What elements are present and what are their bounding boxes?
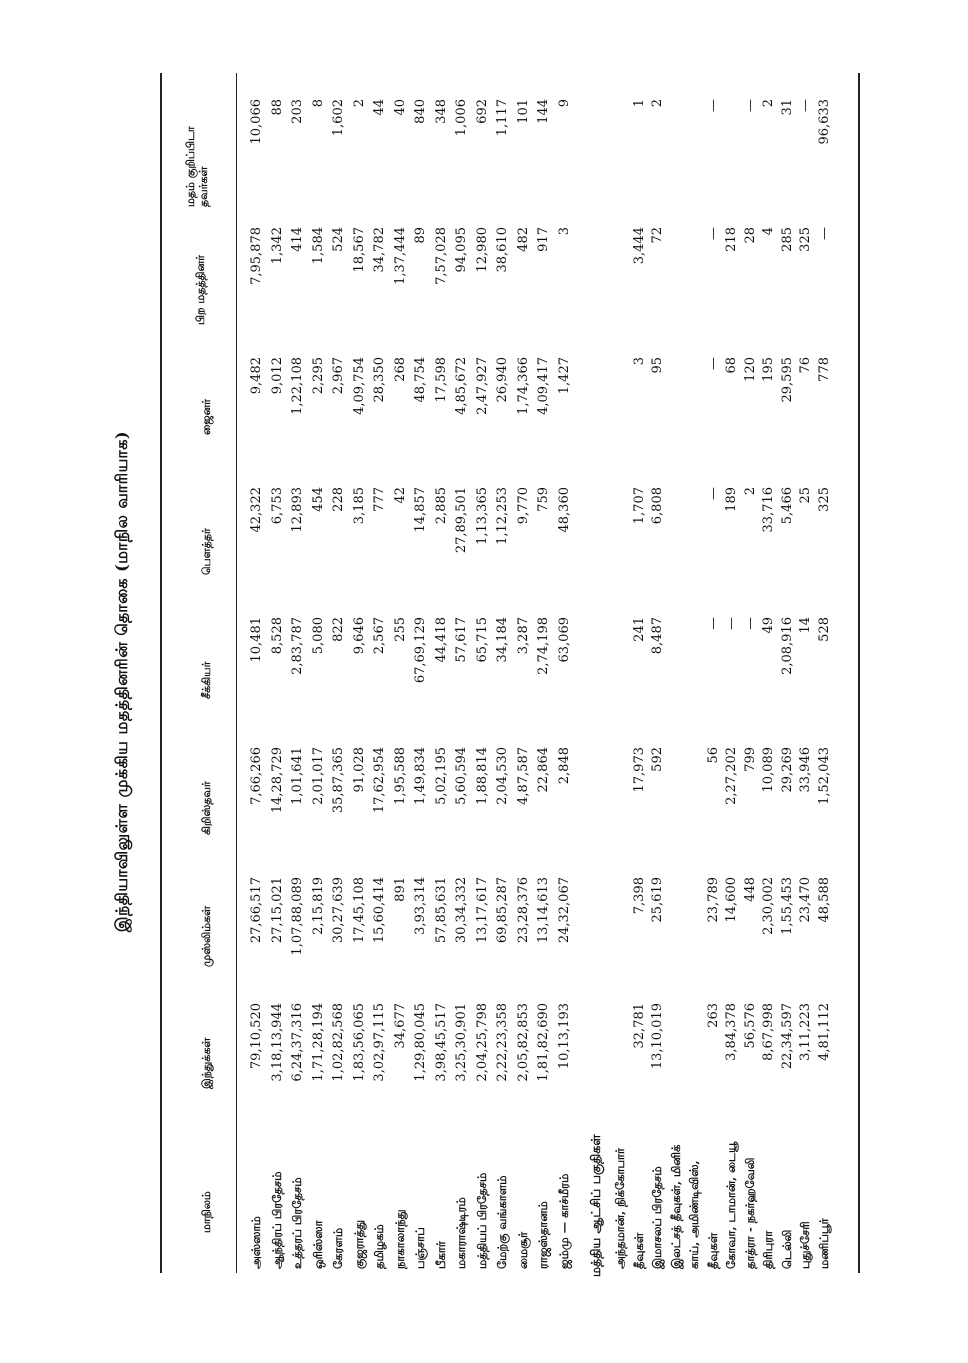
cell-sikhs: 2,83,787 [290,617,305,675]
cell-christians: 33,946 [798,747,813,793]
cell-buddhists: 5,466 [779,487,795,525]
state-row [310,0,327,1363]
cell-sikhs: 8,487 [650,617,665,655]
cell-others: — [705,227,721,240]
row-name: ராஜஸ்தானம் [536,1201,550,1269]
row-name: ஆந்திரப் பிரதேசம் [269,1171,284,1269]
cell-others: 482 [515,227,531,252]
cell-christians: 2,01,017 [310,747,326,805]
row-name: கோவா, டாமான், டையூ [724,1141,738,1269]
cell-jains: 4,09,417 [536,357,551,415]
cell-buddhists: 454 [310,487,326,512]
cell-unstated: 2 [761,99,776,108]
cell-unstated: 1,602 [331,99,346,137]
cell-hindus: 13,10,019 [650,1003,665,1070]
cell-christians: 7,66,266 [249,747,264,805]
cell-muslims: 27,15,021 [269,877,285,944]
cell-hindus: 1,71,28,194 [310,1003,326,1082]
cell-buddhists: 1,13,365 [474,487,490,545]
cell-muslims: 23,789 [705,877,721,923]
cell-jains: 120 [742,357,758,382]
cell-jains: — [705,357,721,370]
cell-unstated: 2 [650,99,665,108]
cell-hindus: 1,81,82,690 [536,1003,551,1082]
cell-sikhs: — [724,617,739,630]
cell-sikhs: 44,418 [433,617,449,663]
cell-sikhs: 10,481 [249,617,264,663]
cell-hindus: 56,576 [742,1003,758,1049]
row-name: திரிபுரா [761,1230,775,1269]
cell-sikhs: 2,74,198 [536,617,551,675]
cell-buddhists: 325 [816,487,832,512]
cell-christians: 14,28,729 [269,747,285,814]
cell-unstated: 40 [392,99,408,116]
row-name: மணிப்பூர் [816,1218,831,1269]
row-name: தீவுகள் [631,1232,646,1269]
cell-buddhists: 33,716 [761,487,776,533]
cell-unstated: 88 [269,99,285,116]
cell-others: 3 [556,227,572,236]
cell-hindus: 1,29,80,045 [413,1003,428,1082]
cell-christians: 1,88,814 [474,747,490,805]
cell-unstated: 8 [310,99,326,108]
cell-christians: 17,62,954 [372,747,387,814]
state-row [474,0,491,1363]
cell-unstated: 348 [433,99,449,124]
cell-others: 524 [331,227,346,252]
table-top-rule [160,73,162,1273]
territory-row [649,0,666,1363]
cell-unstated: 101 [515,99,531,124]
cell-buddhists: 2,885 [433,487,449,525]
page-title: இந்தியாவிலுள்ள முக்கிய மதத்தினரின் தொகை (மாநில வாரியாக) [112,430,131,933]
cell-hindus: 3,02,97,115 [372,1003,387,1082]
cell-others: 285 [779,227,795,252]
cell-unstated: 44 [372,99,387,116]
cell-jains: 17,598 [433,357,449,403]
cell-hindus: 3,18,13,944 [269,1003,285,1082]
row-name: பீகார் [433,1241,448,1269]
cell-buddhists: 14,857 [413,487,428,533]
cell-sikhs: 822 [331,617,346,642]
cell-muslims: 15,60,414 [372,877,387,944]
cell-muslims: 69,85,287 [495,877,510,944]
cell-unstated: 203 [290,99,305,124]
cell-jains: 95 [650,357,665,374]
cell-christians: 4,87,587 [515,747,531,805]
cell-christians: 29,269 [779,747,795,793]
header-muslims: முஸ்லிம்கள் [200,905,213,967]
cell-jains: 2,47,927 [474,357,490,415]
table-bottom-rule [858,73,860,1273]
cell-buddhists: 189 [724,487,739,512]
cell-muslims: 14,600 [724,877,739,923]
cell-unstated: 2 [351,99,367,108]
cell-buddhists: 777 [372,487,387,512]
territory-row [742,0,759,1363]
cell-others: 72 [650,227,665,244]
cell-sikhs: 63,069 [556,617,572,663]
cell-sikhs: 2,08,916 [779,617,795,675]
territory-row [612,0,629,1363]
cell-buddhists: 759 [536,487,551,512]
cell-buddhists: 6,808 [650,487,665,525]
row-name: அஸ்ஸாம் [249,1216,263,1269]
cell-muslims: 3,93,314 [413,877,428,935]
cell-sikhs: — [705,617,721,630]
cell-others: 34,782 [372,227,387,273]
territory-row [668,0,685,1363]
cell-hindus: 2,05,82,853 [515,1003,531,1082]
cell-hindus: 79,10,520 [249,1003,264,1070]
section-title: மத்திய ஆட்சிப் பகுதிகள் [588,1134,603,1277]
cell-muslims: 1,07,88,089 [290,877,305,956]
state-row [556,0,573,1363]
cell-unstated: 9 [556,99,572,108]
territory-row [686,0,703,1363]
cell-muslims: 2,15,819 [310,877,326,935]
cell-muslims: 24,32,067 [556,877,572,944]
cell-hindus: 3,25,30,901 [454,1003,469,1082]
cell-sikhs: 65,715 [474,617,490,663]
cell-buddhists: 3,185 [351,487,367,525]
row-name: மகாராஷ்டிரம் [454,1197,468,1269]
header-christians: கிறிஸ்தவர் [200,781,213,835]
row-name: ஜம்மு — காச்மீரம் [556,1173,571,1269]
cell-unstated: — [742,99,758,112]
cell-hindus: 4,81,112 [816,1003,832,1061]
territory-row [631,0,648,1363]
cell-christians: 2,848 [556,747,572,785]
row-name: மேற்கு வங்காளம் [495,1175,509,1269]
header-sikhs: சீக்கியர் [200,661,213,699]
territory-row [816,0,833,1363]
header-state: மாநிலம் [200,1191,213,1233]
cell-jains: 26,940 [495,357,510,403]
header-unstated: மதம் குறிப்பிடா தவர்கள் [184,126,210,207]
row-name: தாத்ரா - நகர்ஹவேலி [742,1157,757,1269]
cell-sikhs: — [742,617,758,630]
cell-others: — [816,227,832,240]
cell-unstated: 692 [474,99,490,124]
cell-unstated: 31 [779,99,795,116]
cell-unstated: — [705,99,721,112]
cell-jains: 2,295 [310,357,326,395]
cell-hindus: 22,34,597 [779,1003,795,1070]
cell-buddhists: 1,707 [631,487,647,525]
row-name: மத்தியப் பிரதேசம் [474,1172,489,1269]
cell-christians: 91,028 [351,747,367,793]
cell-christians: 1,95,588 [392,747,408,805]
cell-hindus: 1,02,82,568 [331,1003,346,1082]
cell-muslims: 23,28,376 [515,877,531,944]
header-rule [236,73,237,1273]
header-hindus: இந்துக்கள் [200,1037,213,1089]
cell-others: 7,57,028 [433,227,449,285]
cell-jains: 4,85,672 [454,357,469,415]
row-name: ஒரிஸ்ஸா [310,1220,325,1269]
cell-muslims: 30,34,332 [454,877,469,944]
cell-christians: 592 [650,747,665,772]
state-row [515,0,532,1363]
cell-sikhs: 57,617 [454,617,469,663]
cell-buddhists: 25 [798,487,813,504]
cell-sikhs: 255 [392,617,408,642]
state-row [371,0,388,1363]
cell-hindus: 1,83,56,065 [351,1003,367,1082]
cell-hindus: 3,84,378 [724,1003,739,1061]
cell-muslims: 30,27,639 [331,877,346,944]
cell-jains: 9,482 [249,357,264,395]
territory-row [705,0,722,1363]
cell-others: 1,37,444 [392,227,408,285]
row-name: தீவுகள் [705,1232,720,1269]
territory-row [760,0,777,1363]
cell-others: 414 [290,227,305,252]
cell-muslims: 57,85,631 [433,877,449,944]
cell-muslims: 48,588 [816,877,832,923]
cell-muslims: 2,30,002 [761,877,776,935]
cell-buddhists: 42,322 [249,487,264,533]
state-row [330,0,347,1363]
cell-muslims: 891 [392,877,408,902]
row-name: பஞ்சாப் [413,1227,427,1269]
cell-hindus: 3,11,223 [798,1003,813,1061]
cell-buddhists: — [705,487,721,500]
cell-muslims: 25,619 [650,877,665,923]
cell-jains: 28,350 [372,357,387,403]
cell-buddhists: 42 [392,487,408,504]
state-row [453,0,470,1363]
cell-buddhists: 1,12,253 [495,487,510,545]
cell-jains: 1,427 [556,357,572,395]
cell-others: 218 [724,227,739,252]
cell-christians: 1,01,641 [290,747,305,805]
cell-unstated: 10,066 [249,99,264,145]
cell-unstated: 1,006 [454,99,469,137]
cell-sikhs: 528 [816,617,832,642]
cell-unstated: 144 [536,99,551,124]
cell-unstated: 840 [413,99,428,124]
cell-jains: 778 [816,357,832,382]
cell-others: 12,980 [474,227,490,273]
cell-jains: 195 [761,357,776,382]
cell-christians: 56 [705,747,721,764]
cell-muslims: 7,398 [631,877,647,915]
cell-hindus: 34,677 [392,1003,408,1049]
row-name: கேரளம் [331,1227,345,1269]
cell-muslims: 17,45,108 [351,877,367,944]
row-name: மைசூர் [515,1231,530,1269]
cell-sikhs: 14 [798,617,813,634]
cell-jains: 48,754 [413,357,428,403]
cell-sikhs: 5,080 [310,617,326,655]
cell-muslims: 1,55,453 [779,877,795,935]
state-row [351,0,368,1363]
cell-buddhists: 27,89,501 [454,487,469,554]
cell-others: 38,610 [495,227,510,273]
cell-sikhs: 2,567 [372,617,387,655]
cell-muslims: 13,14,613 [536,877,551,944]
cell-muslims: 27,66,517 [249,877,264,944]
cell-hindus: 3,98,45,517 [433,1003,449,1082]
state-row [392,0,409,1363]
cell-unstated: 96,633 [816,99,832,145]
cell-christians: 22,864 [536,747,551,793]
cell-others: 4 [761,227,776,236]
state-row [248,0,265,1363]
row-name: டெல்லி [779,1229,794,1269]
cell-buddhists: 228 [331,487,346,512]
cell-jains: 3 [631,357,647,366]
cell-others: 89 [413,227,428,244]
cell-jains: 29,595 [779,357,795,403]
cell-muslims: 448 [742,877,758,902]
row-name: தமிழகம் [372,1224,386,1269]
cell-jains: 1,22,108 [290,357,305,415]
cell-hindus: 263 [705,1003,721,1028]
cell-buddhists: 12,893 [290,487,305,533]
state-row [289,0,306,1363]
cell-others: 1,584 [310,227,326,265]
row-name: இமாசலப் பிரதேசம் [650,1166,664,1269]
cell-buddhists: 2 [742,487,758,496]
cell-hindus: 32,781 [631,1003,647,1049]
cell-buddhists: 48,360 [556,487,572,533]
header-jains: ஜைனர் [200,399,213,435]
cell-unstated: 1,117 [495,99,510,137]
cell-sikhs: 241 [631,617,647,642]
cell-unstated: — [798,99,813,112]
row-name: குஜராத்து [351,1219,366,1269]
cell-jains: 68 [724,357,739,374]
cell-christians: 799 [742,747,758,772]
header-buddhists: பௌத்தர் [200,528,213,575]
cell-others: 3,444 [631,227,647,265]
cell-christians: 35,87,365 [331,747,346,814]
territory-row [723,0,740,1363]
cell-muslims: 23,470 [798,877,813,923]
state-row [412,0,429,1363]
row-name: புதுச்சேரி [798,1221,812,1269]
cell-jains: 2,967 [331,357,346,395]
header-others: பிற மதத்தினர் [194,255,207,325]
state-row [494,0,511,1363]
row-name: காய், அமிண்டிவிஸ், [687,1160,701,1269]
cell-christians: 10,089 [761,747,776,793]
cell-christians: 2,04,530 [495,747,510,805]
cell-buddhists: 6,753 [269,487,285,525]
cell-others: 917 [536,227,551,252]
cell-others: 1,342 [269,227,285,265]
cell-jains: 9,012 [269,357,285,395]
cell-christians: 17,973 [631,747,647,793]
cell-jains: 1,74,366 [515,357,531,415]
cell-sikhs: 49 [761,617,776,634]
cell-hindus: 6,24,37,316 [290,1003,305,1082]
cell-unstated: 1 [631,99,647,108]
cell-christians: 2,27,202 [724,747,739,805]
cell-others: 18,567 [351,227,367,273]
cell-christians: 5,02,195 [433,747,449,805]
cell-christians: 5,60,594 [454,747,469,805]
cell-christians: 1,49,834 [413,747,428,805]
cell-jains: 76 [798,357,813,374]
cell-hindus: 8,67,998 [761,1003,776,1061]
cell-jains: 268 [392,357,408,382]
cell-hindus: 2,04,25,798 [474,1003,490,1082]
territory-row [779,0,796,1363]
cell-sikhs: 67,69,129 [413,617,428,684]
cell-sikhs: 8,528 [269,617,285,655]
row-name: அந்தமான், நிக்கோபார் [613,1147,627,1269]
cell-hindus: 10,13,193 [556,1003,572,1070]
cell-sikhs: 9,646 [351,617,367,655]
territory-row [797,0,814,1363]
cell-hindus: 2,22,23,358 [495,1003,510,1082]
cell-others: 325 [798,227,813,252]
cell-sikhs: 34,184 [495,617,510,663]
cell-christians: 1,52,043 [816,747,832,805]
cell-buddhists: 9,770 [515,487,531,525]
state-row [433,0,450,1363]
cell-sikhs: 3,287 [515,617,531,655]
cell-jains: 4,09,754 [351,357,367,415]
cell-others: 28 [742,227,758,244]
cell-others: 7,95,878 [249,227,264,285]
row-name: நாகாலாந்து [392,1209,407,1269]
row-name: இலட்சத் தீவுகள், மினிக் [668,1144,683,1269]
state-row [535,0,552,1363]
cell-others: 94,095 [454,227,469,273]
row-name: உத்தரப் பிரதேசம் [290,1177,304,1269]
state-row [269,0,286,1363]
cell-muslims: 13,17,617 [474,877,490,944]
